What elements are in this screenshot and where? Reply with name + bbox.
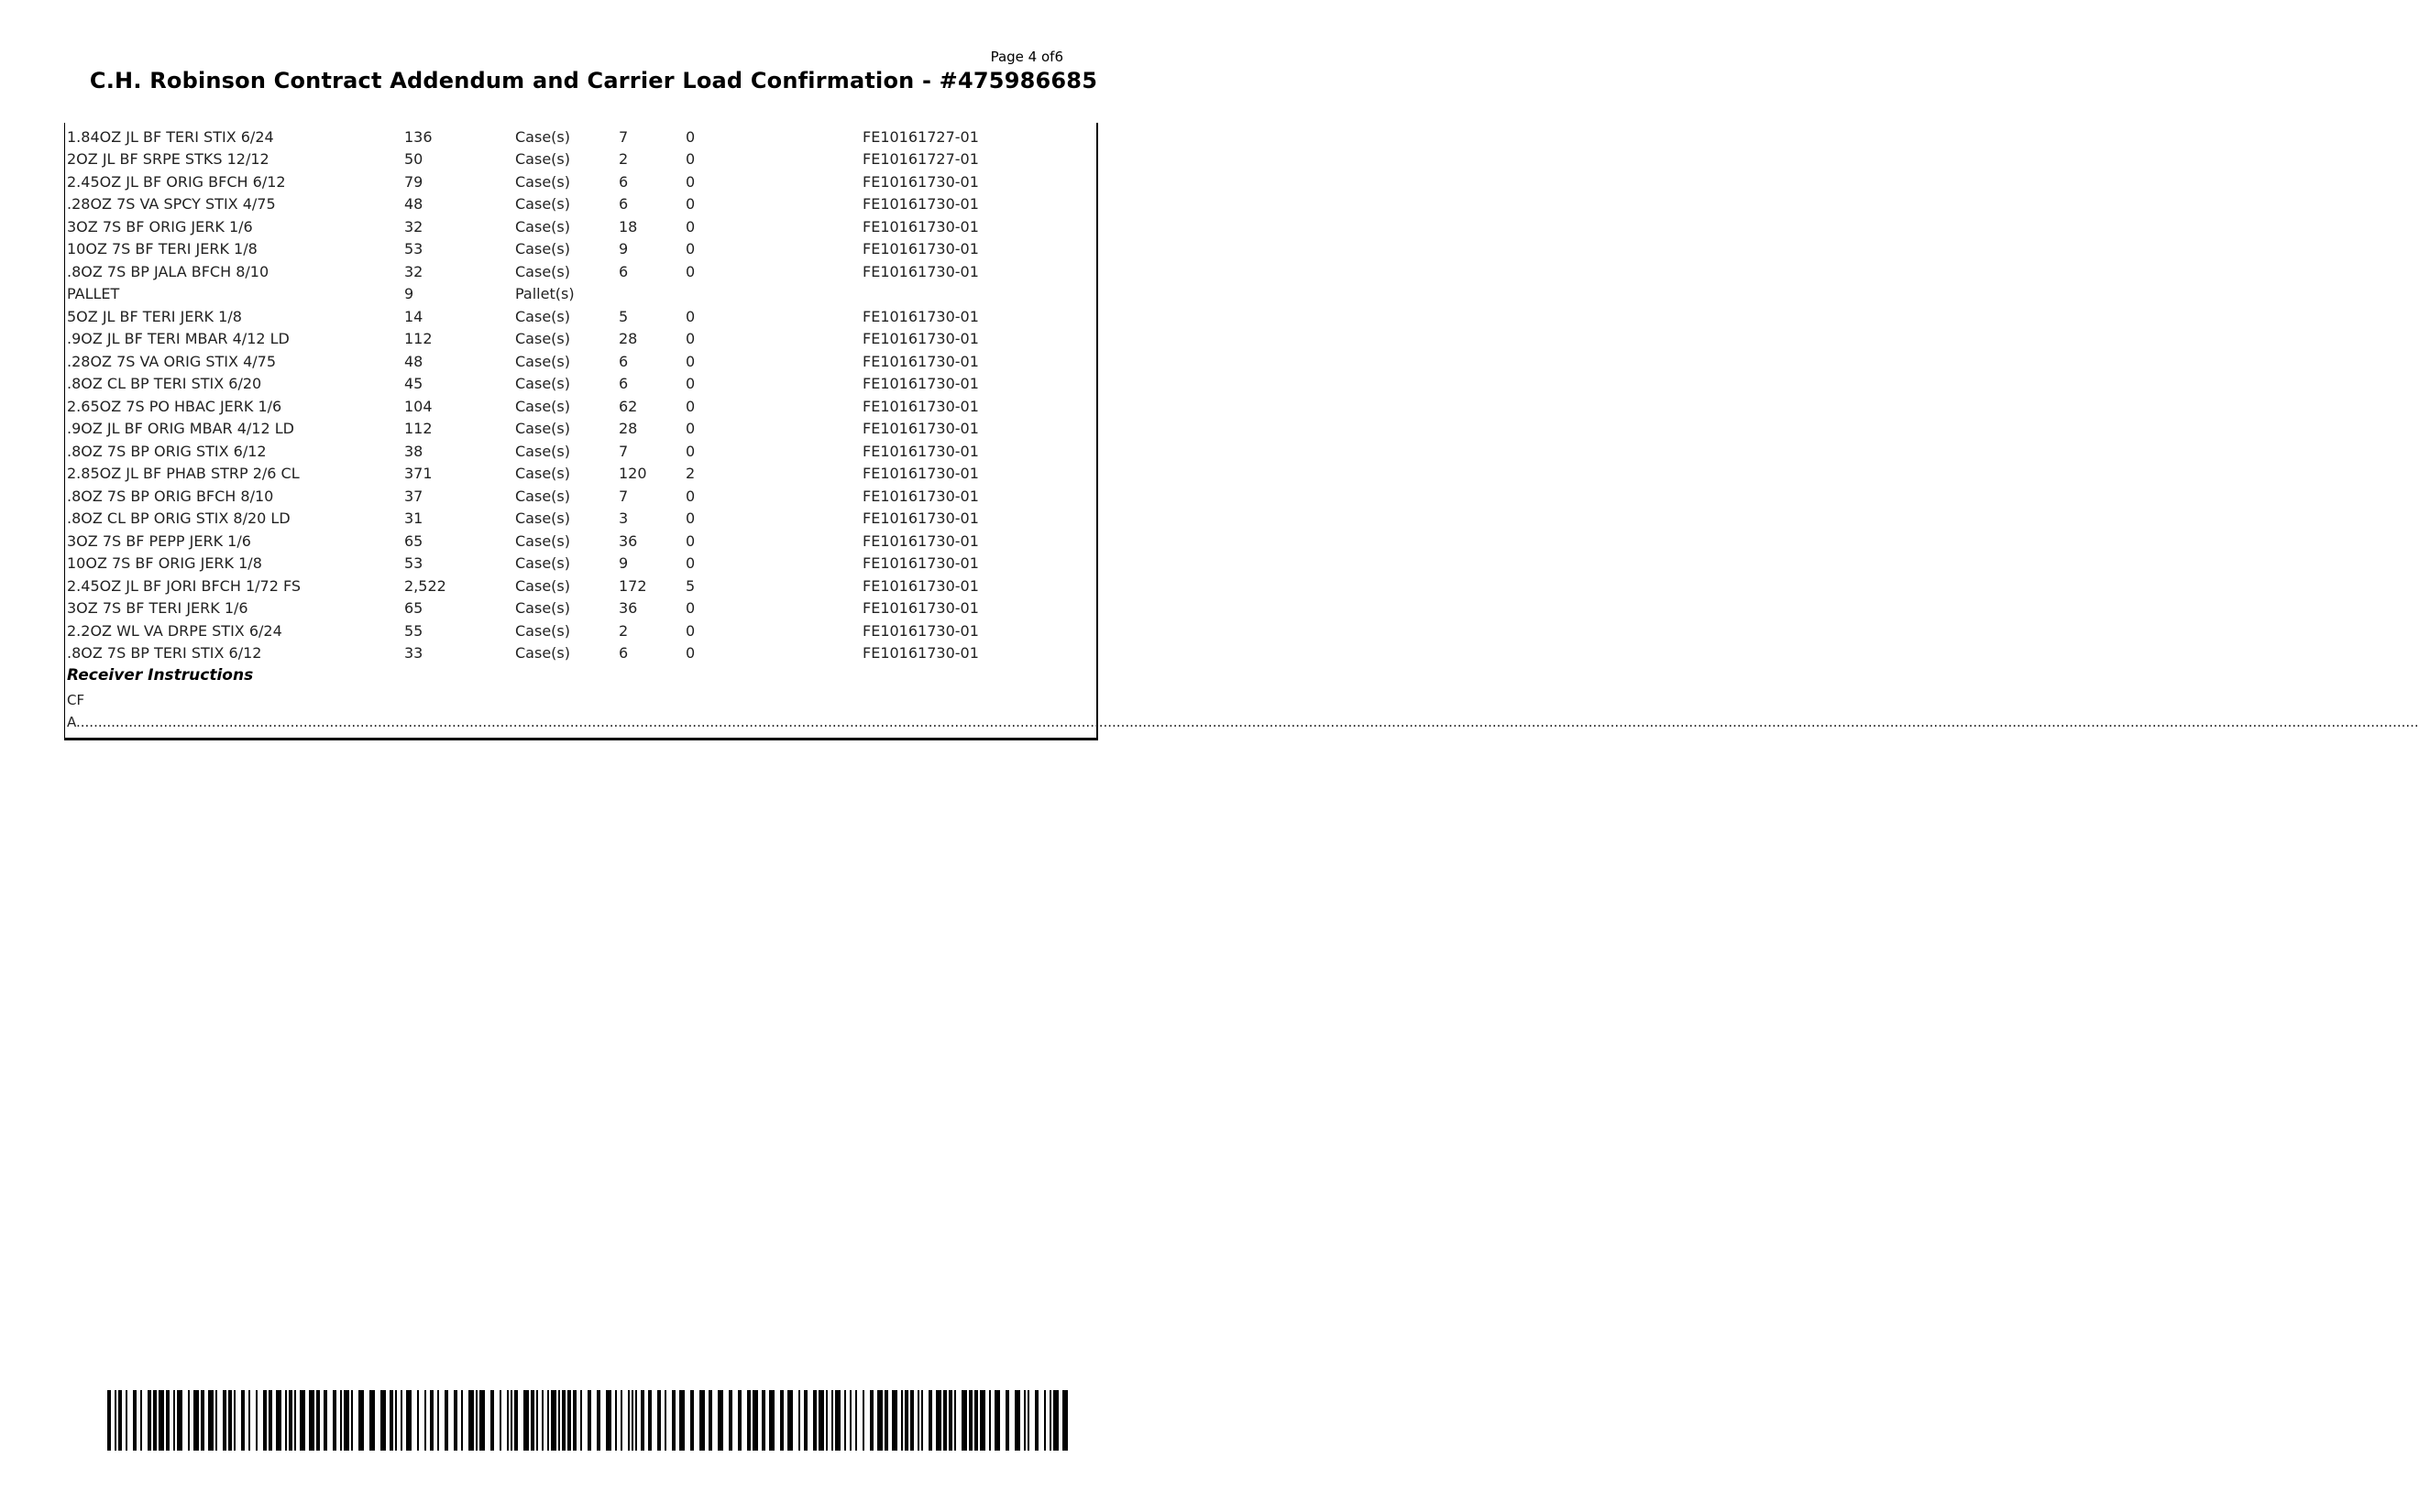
table-row xyxy=(67,193,1064,216)
table-row xyxy=(67,485,1064,508)
cell-ref: FE10161730-01 xyxy=(863,352,979,370)
cell-a: 6 xyxy=(619,352,629,370)
cell-a: 62 xyxy=(619,397,638,415)
cell-a: 36 xyxy=(619,599,638,618)
cell-ref: FE10161730-01 xyxy=(863,599,979,618)
cell-ref: FE10161730-01 xyxy=(863,509,979,528)
cell-qty: 55 xyxy=(404,621,423,640)
cell-desc: .28OZ 7S VA ORIG STIX 4/75 xyxy=(67,352,276,370)
cell-a: 120 xyxy=(619,465,647,483)
cell-b: 2 xyxy=(686,465,696,483)
table-row xyxy=(67,619,1064,642)
cell-unit: Case(s) xyxy=(515,509,570,528)
cell-desc: 1.84OZ JL BF TERI STIX 6/24 xyxy=(67,127,274,146)
table-row xyxy=(67,642,1064,665)
cell-a: 6 xyxy=(619,262,629,280)
cell-unit: Case(s) xyxy=(515,195,570,214)
cell-desc: 3OZ 7S BF PEPP JERK 1/6 xyxy=(67,531,251,550)
cell-qty: 2,522 xyxy=(404,576,446,595)
cell-unit: Case(s) xyxy=(515,554,570,573)
cell-ref: FE10161730-01 xyxy=(863,375,979,393)
cell-desc: 5OZ JL BF TERI JERK 1/8 xyxy=(67,307,242,325)
table-row xyxy=(67,260,1064,283)
cell-a xyxy=(619,283,686,306)
cell-a: 6 xyxy=(619,172,629,191)
cell-qty: 136 xyxy=(404,127,433,146)
cell-b: 0 xyxy=(686,621,696,640)
cell-b: 0 xyxy=(686,375,696,393)
line-items-box xyxy=(64,123,2419,740)
cell-desc: 10OZ 7S BF ORIG JERK 1/8 xyxy=(67,554,262,573)
cell-unit: Case(s) xyxy=(515,172,570,191)
table-row xyxy=(67,440,1064,463)
cell-unit: Case(s) xyxy=(515,262,570,280)
document-title: C.H. Robinson Contract Addendum and Carrier Load Confirmation - #475986685 xyxy=(89,68,1098,93)
cell-ref: FE10161730-01 xyxy=(863,531,979,550)
cell-desc: .8OZ 7S BP TERI STIX 6/12 xyxy=(67,644,262,663)
cell-qty: 33 xyxy=(404,644,423,663)
cell-qty: 48 xyxy=(404,195,423,214)
cell-b xyxy=(686,283,863,306)
receiver-instructions-text: CFA........................................................................................................................................................................................................................................................................................................................................................................................................................................................................................................................................................ xyxy=(67,692,2419,730)
cell-desc: 3OZ 7S BF TERI JERK 1/6 xyxy=(67,599,248,618)
cell-a: 2 xyxy=(619,621,629,640)
cell-desc: 2.65OZ 7S PO HBAC JERK 1/6 xyxy=(67,397,282,415)
table-row xyxy=(67,373,1064,396)
line-items-table xyxy=(67,126,1064,664)
cell-qty: 79 xyxy=(404,172,423,191)
cell-ref: FE10161730-01 xyxy=(863,554,979,573)
cell-unit: Case(s) xyxy=(515,375,570,393)
cell-desc: .8OZ 7S BP ORIG BFCH 8/10 xyxy=(67,487,274,505)
cell-b: 0 xyxy=(686,599,696,618)
cell-ref: FE10161730-01 xyxy=(863,420,979,438)
cell-unit: Case(s) xyxy=(515,420,570,438)
cell-qty: 38 xyxy=(404,442,423,460)
cell-desc: .8OZ 7S BP ORIG STIX 6/12 xyxy=(67,442,267,460)
cell-qty: 50 xyxy=(404,150,423,169)
cell-b: 0 xyxy=(686,509,696,528)
table-row xyxy=(67,463,1064,486)
cell-b: 0 xyxy=(686,644,696,663)
cell-ref: FE10161730-01 xyxy=(863,442,979,460)
cell-qty: 9 xyxy=(404,285,414,303)
cell-qty: 53 xyxy=(404,554,423,573)
cell-unit: Case(s) xyxy=(515,644,570,663)
cell-unit: Case(s) xyxy=(515,397,570,415)
cell-ref: FE10161730-01 xyxy=(863,217,979,236)
cell-ref: FE10161730-01 xyxy=(863,330,979,348)
cell-unit: Case(s) xyxy=(515,217,570,236)
cell-ref: FE10161730-01 xyxy=(863,621,979,640)
cell-qty: 32 xyxy=(404,262,423,280)
table-row xyxy=(67,575,1064,597)
cell-b: 0 xyxy=(686,240,696,258)
cell-ref: FE10161727-01 xyxy=(863,127,979,146)
cell-ref: FE10161730-01 xyxy=(863,172,979,191)
cell-desc: .8OZ CL BP ORIG STIX 8/20 LD xyxy=(67,509,291,528)
cell-desc: 3OZ 7S BF ORIG JERK 1/6 xyxy=(67,217,253,236)
table-row xyxy=(67,508,1064,531)
table-row xyxy=(67,283,1064,306)
cell-unit: Case(s) xyxy=(515,352,570,370)
cell-b: 0 xyxy=(686,554,696,573)
cell-qty: 65 xyxy=(404,531,423,550)
cell-a: 7 xyxy=(619,442,629,460)
cell-b: 0 xyxy=(686,262,696,280)
barcode-icon xyxy=(107,1390,1070,1451)
cell-unit: Case(s) xyxy=(515,487,570,505)
table-row xyxy=(67,148,1064,171)
table-row xyxy=(67,170,1064,193)
cell-a: 5 xyxy=(619,307,629,325)
cell-unit: Case(s) xyxy=(515,307,570,325)
table-row xyxy=(67,350,1064,373)
table-row xyxy=(67,530,1064,553)
cell-desc: .9OZ JL BF TERI MBAR 4/12 LD xyxy=(67,330,290,348)
cell-a: 36 xyxy=(619,531,638,550)
cell-a: 28 xyxy=(619,420,638,438)
cell-qty: 45 xyxy=(404,375,423,393)
table-row xyxy=(67,238,1064,261)
cell-a: 6 xyxy=(619,375,629,393)
cell-qty: 371 xyxy=(404,465,433,483)
table-row xyxy=(67,215,1064,238)
cell-unit: Case(s) xyxy=(515,576,570,595)
cell-ref xyxy=(863,283,1064,306)
cell-a: 3 xyxy=(619,509,629,528)
cell-b: 0 xyxy=(686,487,696,505)
cell-b: 0 xyxy=(686,397,696,415)
cell-ref: FE10161730-01 xyxy=(863,262,979,280)
cell-a: 28 xyxy=(619,330,638,348)
cell-unit: Case(s) xyxy=(515,442,570,460)
cell-qty: 32 xyxy=(404,217,423,236)
cell-desc: PALLET xyxy=(67,285,120,303)
cell-b: 5 xyxy=(686,576,696,595)
cell-unit: Case(s) xyxy=(515,465,570,483)
table-row xyxy=(67,305,1064,328)
cell-b: 0 xyxy=(686,217,696,236)
table-row xyxy=(67,126,1064,148)
cell-a: 2 xyxy=(619,150,629,169)
cell-a: 7 xyxy=(619,487,629,505)
cell-unit: Case(s) xyxy=(515,599,570,618)
cell-desc: .8OZ 7S BP JALA BFCH 8/10 xyxy=(67,262,269,280)
cell-b: 0 xyxy=(686,352,696,370)
cell-desc: 2.2OZ WL VA DRPE STIX 6/24 xyxy=(67,621,282,640)
cell-qty: 48 xyxy=(404,352,423,370)
table-row xyxy=(67,553,1064,575)
cell-qty: 14 xyxy=(404,307,423,325)
cell-a: 6 xyxy=(619,644,629,663)
cell-qty: 37 xyxy=(404,487,423,505)
cell-ref: FE10161730-01 xyxy=(863,465,979,483)
cell-qty: 112 xyxy=(404,330,433,348)
receiver-instructions-title: Receiver Instructions xyxy=(67,666,254,685)
cell-unit: Case(s) xyxy=(515,240,570,258)
cell-qty: 65 xyxy=(404,599,423,618)
cell-b: 0 xyxy=(686,127,696,146)
cell-b: 0 xyxy=(686,420,696,438)
page-number: Page 4 of6 xyxy=(990,49,1063,65)
cell-b: 0 xyxy=(686,172,696,191)
cell-desc: .8OZ CL BP TERI STIX 6/20 xyxy=(67,375,262,393)
cell-a: 6 xyxy=(619,195,629,214)
cell-unit: Case(s) xyxy=(515,127,570,146)
cell-b: 0 xyxy=(686,531,696,550)
cell-desc: .9OZ JL BF ORIG MBAR 4/12 LD xyxy=(67,420,294,438)
cell-ref: FE10161730-01 xyxy=(863,240,979,258)
cell-b: 0 xyxy=(686,330,696,348)
cell-ref: FE10161730-01 xyxy=(863,397,979,415)
cell-desc: 2OZ JL BF SRPE STKS 12/12 xyxy=(67,150,269,169)
cell-b: 0 xyxy=(686,195,696,214)
cell-desc: 10OZ 7S BF TERI JERK 1/8 xyxy=(67,240,258,258)
table-row xyxy=(67,418,1064,441)
cell-ref: FE10161730-01 xyxy=(863,195,979,214)
cell-a: 9 xyxy=(619,554,629,573)
cell-desc: .28OZ 7S VA SPCY STIX 4/75 xyxy=(67,195,276,214)
table-row xyxy=(67,597,1064,620)
cell-b: 0 xyxy=(686,150,696,169)
cell-a: 18 xyxy=(619,217,638,236)
cell-ref: FE10161730-01 xyxy=(863,644,979,663)
cell-unit: Case(s) xyxy=(515,150,570,169)
table-row xyxy=(67,395,1064,418)
cell-a: 7 xyxy=(619,127,629,146)
cell-unit: Case(s) xyxy=(515,330,570,348)
cell-unit: Case(s) xyxy=(515,531,570,550)
cell-unit: Pallet(s) xyxy=(515,285,575,303)
cell-desc: 2.85OZ JL BF PHAB STRP 2/6 CL xyxy=(67,465,300,483)
cell-qty: 104 xyxy=(404,397,433,415)
cell-b: 0 xyxy=(686,442,696,460)
cell-ref: FE10161730-01 xyxy=(863,487,979,505)
cell-qty: 112 xyxy=(404,420,433,438)
cell-qty: 31 xyxy=(404,509,423,528)
cell-desc: 2.45OZ JL BF JORI BFCH 1/72 FS xyxy=(67,576,302,595)
table-row xyxy=(67,328,1064,351)
cell-b: 0 xyxy=(686,307,696,325)
cell-a: 9 xyxy=(619,240,629,258)
cell-desc: 2.45OZ JL BF ORIG BFCH 6/12 xyxy=(67,172,286,191)
cell-unit: Case(s) xyxy=(515,621,570,640)
cell-ref: FE10161727-01 xyxy=(863,150,979,169)
cell-ref: FE10161730-01 xyxy=(863,576,979,595)
cell-a: 172 xyxy=(619,576,647,595)
cell-qty: 53 xyxy=(404,240,423,258)
cell-ref: FE10161730-01 xyxy=(863,307,979,325)
